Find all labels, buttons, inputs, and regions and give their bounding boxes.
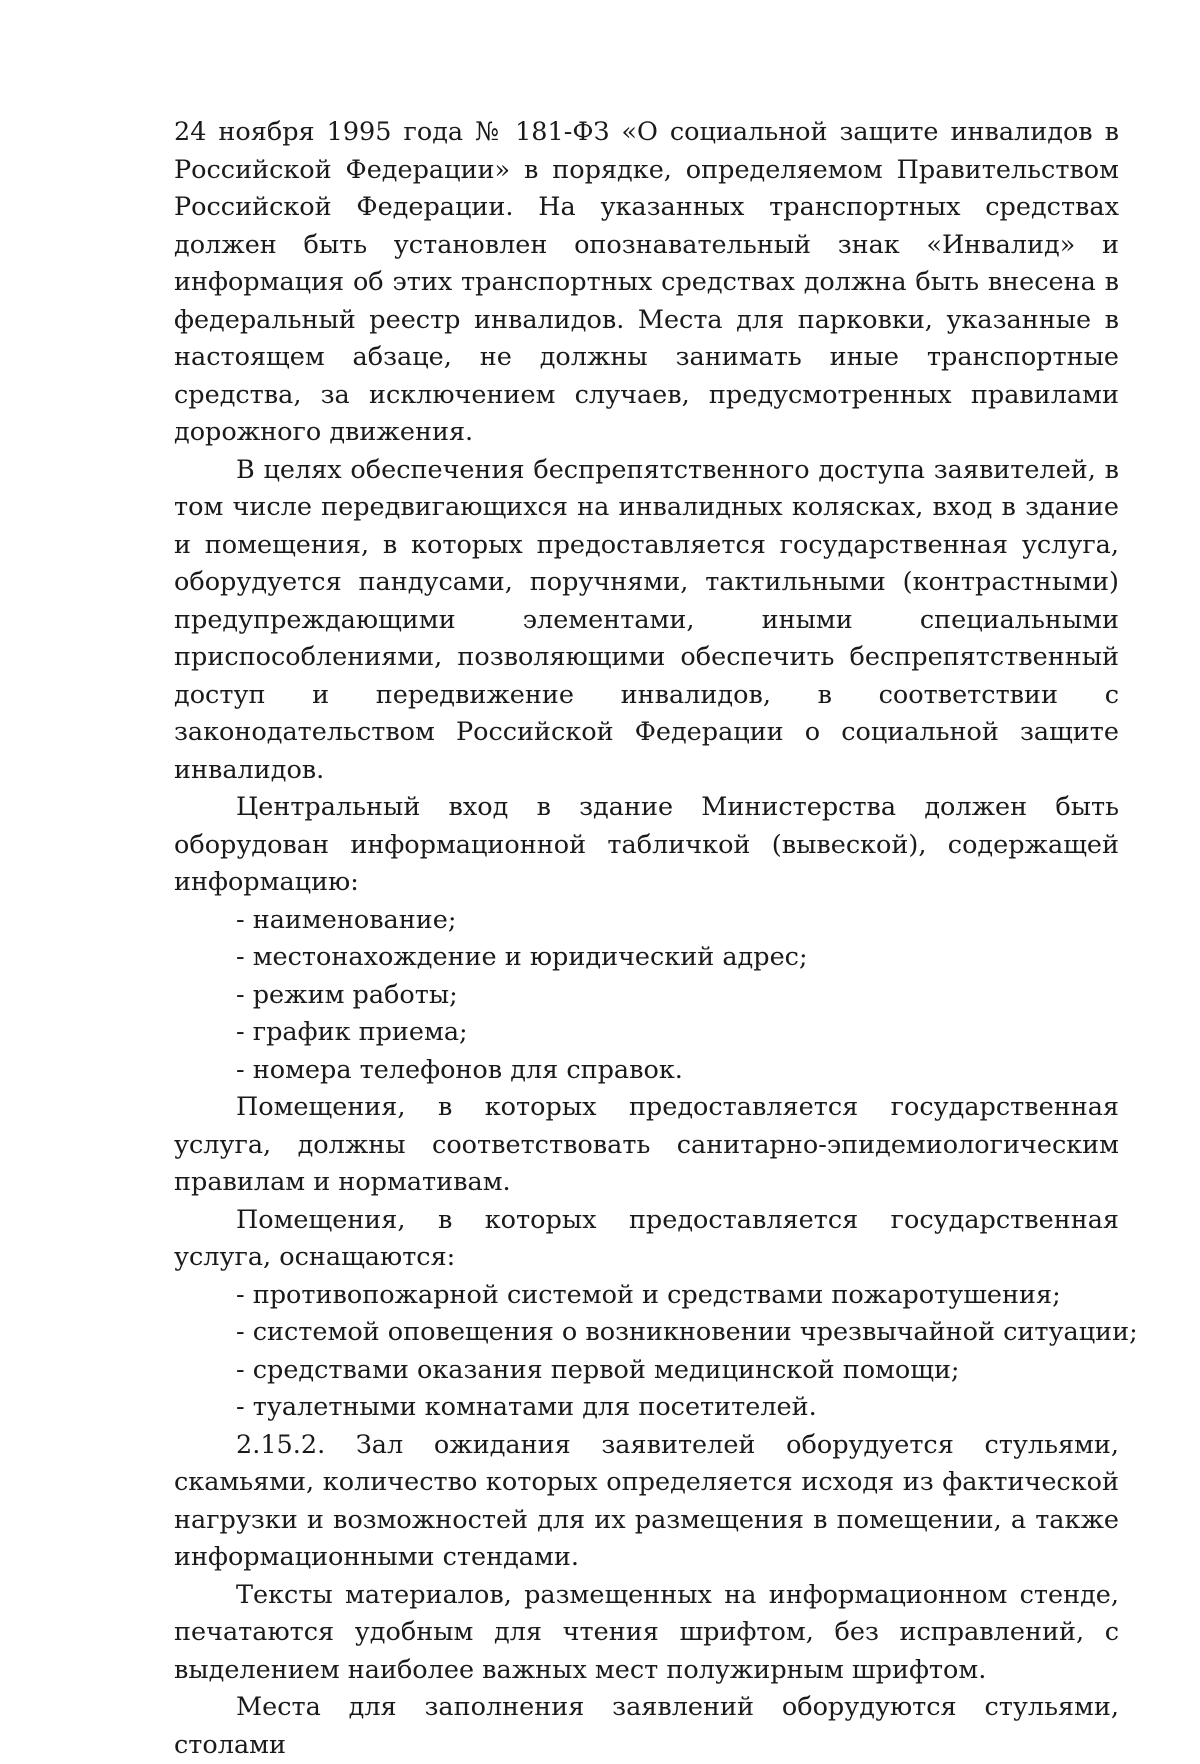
list-item: - график приема; [236, 1017, 468, 1047]
paragraph: Тексты материалов, размещенных на информационном стенде, печатаются удобным для чтения шрифтом, без исправлений, с выделением наиболее важных мест полужирным шрифтом. [174, 1579, 1119, 1685]
list-item: - местонахождение и юридический адрес; [236, 942, 808, 972]
paragraph: В целях обеспечения беспрепятственного доступа заявителей, в том числе передвигающихся на инвалидных колясках, вход в здание и помещения, в которых предоставляется государственная услуга, оборудуется пандусами, поручнями, тактильными (контрастными) предупреждающими элементами, иными специальными приспособлениями, позволяющими обеспечить беспрепятственный доступ и передвижение инвалидов, в соответствии с законодательством Российской Федерации о социальной защите инвалидов. [174, 454, 1119, 785]
paragraph: Помещения, в которых предоставляется государственная услуга, оснащаются: [174, 1204, 1119, 1272]
list-item: - средствами оказания первой медицинской помощи; [236, 1354, 960, 1385]
document-body [174, 114, 1138, 1764]
list-item: - туалетными комнатами для посетителей. [236, 1392, 817, 1422]
list-item: - системой оповещения о возникновении чрезвычайной ситуации; [236, 1317, 1138, 1347]
list-item: - наименование; [236, 904, 457, 935]
paragraph: Помещения, в которых предоставляется государственная услуга, должны соответствовать санитарно-эпидемиологическим правилам и нормативам. [174, 1092, 1119, 1197]
list-item: - противопожарной системой и средствами пожаротушения; [236, 1279, 1061, 1310]
paragraph: Центральный вход в здание Министерства должен быть оборудован информационной табличкой (вывеской), содержащей информацию: [174, 792, 1119, 897]
list-item: - режим работы; [236, 979, 458, 1010]
paragraph: 24 ноября 1995 года № 181-ФЗ «О социальной защите инвалидов в Российской Федерации» в порядке, определяемом Правительством Российской Федерации. На указанных транспортных средствах должен быть установлен опознавательный знак «Инвалид» и информация об этих транспортных средствах должна быть внесена в федеральный реестр инвалидов. Места для парковки, указанные в настоящем абзаце, не должны занимать иные транспортные средства, за исключением случаев, предусмотренных правилами дорожного движения. [174, 117, 1119, 447]
list-item: - номера телефонов для справок. [236, 1054, 683, 1085]
paragraph: Места для заполнения заявлений оборудуются стульями, столами [174, 1692, 1119, 1760]
paragraph: 2.15.2. Зал ожидания заявителей оборудуется стульями, скамьями, количество которых определяется исходя из фактической нагрузки и возможностей для их размещения в помещении, а также информационными стендами. [174, 1429, 1119, 1572]
